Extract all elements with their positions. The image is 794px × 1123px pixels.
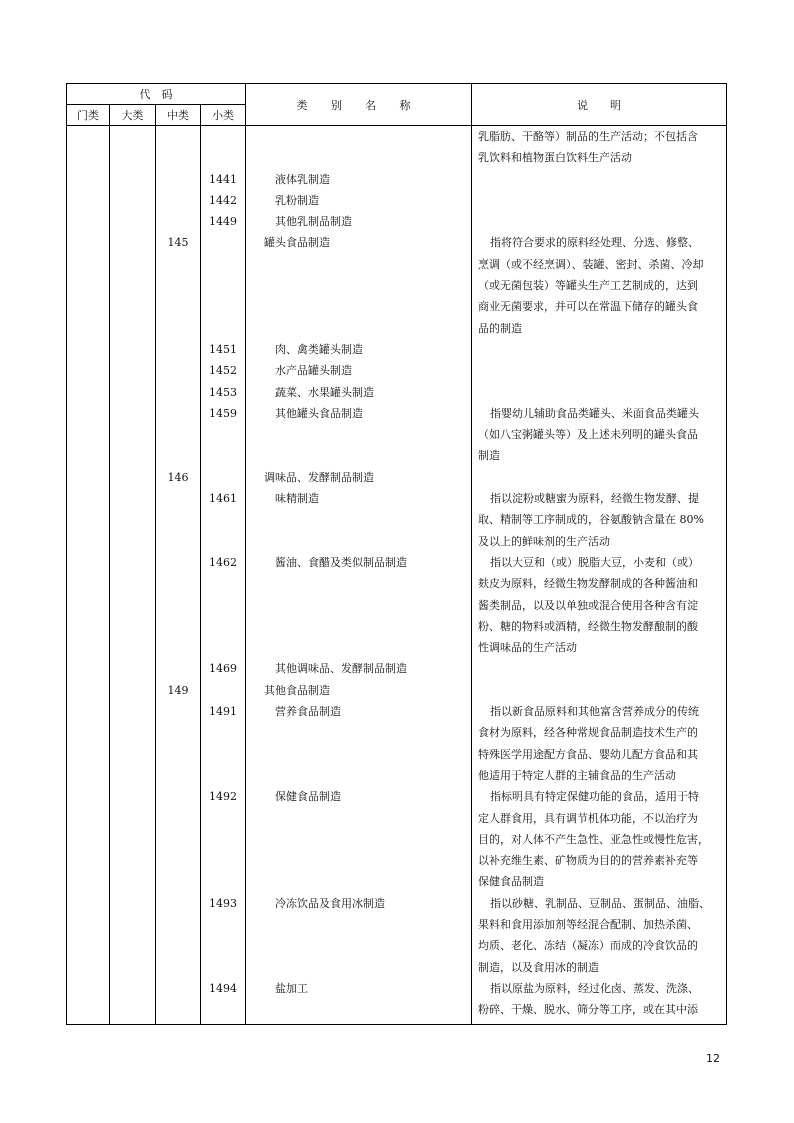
name-1469: 其他调味品、发酵制品制造 <box>275 662 407 676</box>
header-code-group: 代 码 <box>67 84 246 105</box>
name-1491: 营养食品制造 <box>275 705 341 719</box>
desc-line: 酱类制品，以及以单独或混合使用各种含有淀 <box>478 598 698 612</box>
desc-line: 食材为原料，经各种常规食品制造技术生产的 <box>478 726 698 740</box>
name-1493: 冷冻饮品及食用冰制造 <box>275 896 385 910</box>
desc-line: 粉碎、干燥、脱水、筛分等工序，或在其中添 <box>478 1003 698 1017</box>
desc-line: 均质、老化、冻结（凝冻）而成的冷食饮品的 <box>478 939 698 953</box>
name-1449: 其他乳制品制造 <box>275 215 352 229</box>
classification-table <box>66 83 727 1025</box>
desc-line: 以补充维生素、矿物质为目的的营养素补充等 <box>478 854 698 868</box>
desc-line: 指以原盐为原料，经过化卤、蒸发、洗涤、 <box>490 981 699 995</box>
desc-line: 他适用于特定人群的主辅食品的生产活动 <box>478 768 676 782</box>
desc-line: 定人群食用，具有调节机体功能，不以治疗为 <box>478 811 698 825</box>
desc-line: 保健食品制造 <box>478 875 544 889</box>
code-1492: 1492 <box>209 790 237 804</box>
col-zhonglei-body <box>156 126 201 1025</box>
header-description: 说 明 <box>472 84 727 126</box>
desc-line: 乳饮料和植物蛋白饮料生产活动 <box>478 151 632 165</box>
header-col-xiaolei: 小类 <box>201 105 246 126</box>
code-1494: 1494 <box>209 981 237 995</box>
code-1493: 1493 <box>209 896 237 910</box>
desc-line: （或无菌包装）等罐头生产工艺制成的，达到 <box>478 279 698 293</box>
header-col-menlei: 门类 <box>67 105 110 126</box>
name-1459: 其他罐头食品制造 <box>275 406 363 420</box>
code-1442: 1442 <box>209 193 237 207</box>
code-1461: 1461 <box>209 492 237 506</box>
name-146: 调味品、发酵制品制造 <box>264 470 374 484</box>
desc-line: 及以上的鲜味剂的生产活动 <box>478 534 610 548</box>
code-1491: 1491 <box>209 705 237 719</box>
desc-line: 果料和食用添加剂等经混合配制、加热杀菌、 <box>478 917 698 931</box>
header-col-zhonglei: 中类 <box>156 105 201 126</box>
header-category-name: 类 别 名 称 <box>246 84 472 126</box>
page-number: 12 <box>706 1052 720 1065</box>
name-1441: 液体乳制造 <box>275 172 330 186</box>
desc-line: 制造 <box>478 449 500 463</box>
desc-line: 目的，对人体不产生急性、亚急性或慢性危害， <box>478 832 709 846</box>
header-col-dalei: 大类 <box>110 105 156 126</box>
desc-line: 品的制造 <box>478 321 522 335</box>
desc-line: 指婴幼儿辅助食品类罐头、米面食品类罐头 <box>490 406 699 420</box>
desc-line: （如八宝粥罐头等）及上述未列明的罐头食品 <box>478 428 698 442</box>
code-zhong-145: 145 <box>167 236 189 250</box>
code-1452: 1452 <box>209 364 237 378</box>
desc-line: 指以砂糖、乳制品、豆制品、蛋制品、油脂、 <box>490 896 710 910</box>
name-1461: 味精制造 <box>275 492 319 506</box>
code-1462: 1462 <box>209 555 237 569</box>
name-149: 其他食品制造 <box>264 683 330 697</box>
desc-line: 粉、糖的物料或酒精，经微生物发酵酿制的酸 <box>478 619 698 633</box>
code-1441: 1441 <box>209 172 237 186</box>
desc-line: 商业无菌要求，并可以在常温下储存的罐头食 <box>478 300 698 314</box>
desc-line: 指以新食品原料和其他富含营养成分的传统 <box>490 705 699 719</box>
desc-line: 指以淀粉或糖蜜为原料，经微生物发酵、提 <box>490 492 699 506</box>
desc-line: 乳脂肪、干酪等）制品的生产活动；不包括含 <box>478 130 698 143</box>
code-1453: 1453 <box>209 385 237 399</box>
desc-line: 特殊医学用途配方食品、婴幼儿配方食品和其 <box>478 747 698 761</box>
desc-line: 烹调（或不经烹调）、装罐、密封、杀菌、冷却 <box>478 257 704 271</box>
name-1462: 酱油、食醋及类似制品制造 <box>275 555 407 569</box>
desc-line: 麸皮为原料，经微生物发酵制成的各种酱油和 <box>478 577 698 591</box>
name-1494: 盐加工 <box>275 981 308 995</box>
desc-line: 指标明具有特定保健功能的食品，适用于特 <box>490 790 699 804</box>
col-dalei-body <box>110 126 156 1025</box>
name-1452: 水产品罐头制造 <box>275 364 352 378</box>
desc-line: 指以大豆和（或）脱脂大豆，小麦和（或） <box>490 555 699 569</box>
code-1451: 1451 <box>209 342 237 356</box>
name-145: 罐头食品制造 <box>264 236 330 250</box>
name-1453: 蔬菜、水果罐头制造 <box>275 385 374 399</box>
name-1442: 乳粉制造 <box>275 193 319 207</box>
name-1451: 肉、禽类罐头制造 <box>275 342 363 356</box>
code-zhong-146: 146 <box>167 470 189 484</box>
code-1459: 1459 <box>209 406 237 420</box>
desc-line: 取、精制等工序制成的，谷氨酸钠含量在 80% <box>478 513 704 527</box>
col-xiaolei-body <box>201 126 246 1025</box>
desc-line: 性调味品的生产活动 <box>478 641 577 655</box>
name-1492: 保健食品制造 <box>275 790 341 804</box>
col-description-body <box>472 126 727 1025</box>
desc-line: 制造，以及食用冰的制造 <box>478 960 599 974</box>
col-name-body <box>246 126 472 1025</box>
code-1469: 1469 <box>209 662 237 676</box>
code-zhong-149: 149 <box>167 683 189 697</box>
code-1449: 1449 <box>209 215 237 229</box>
col-menlei-body <box>67 126 110 1025</box>
desc-line: 指将符合要求的原料经处理、分选、修整、 <box>490 236 699 250</box>
